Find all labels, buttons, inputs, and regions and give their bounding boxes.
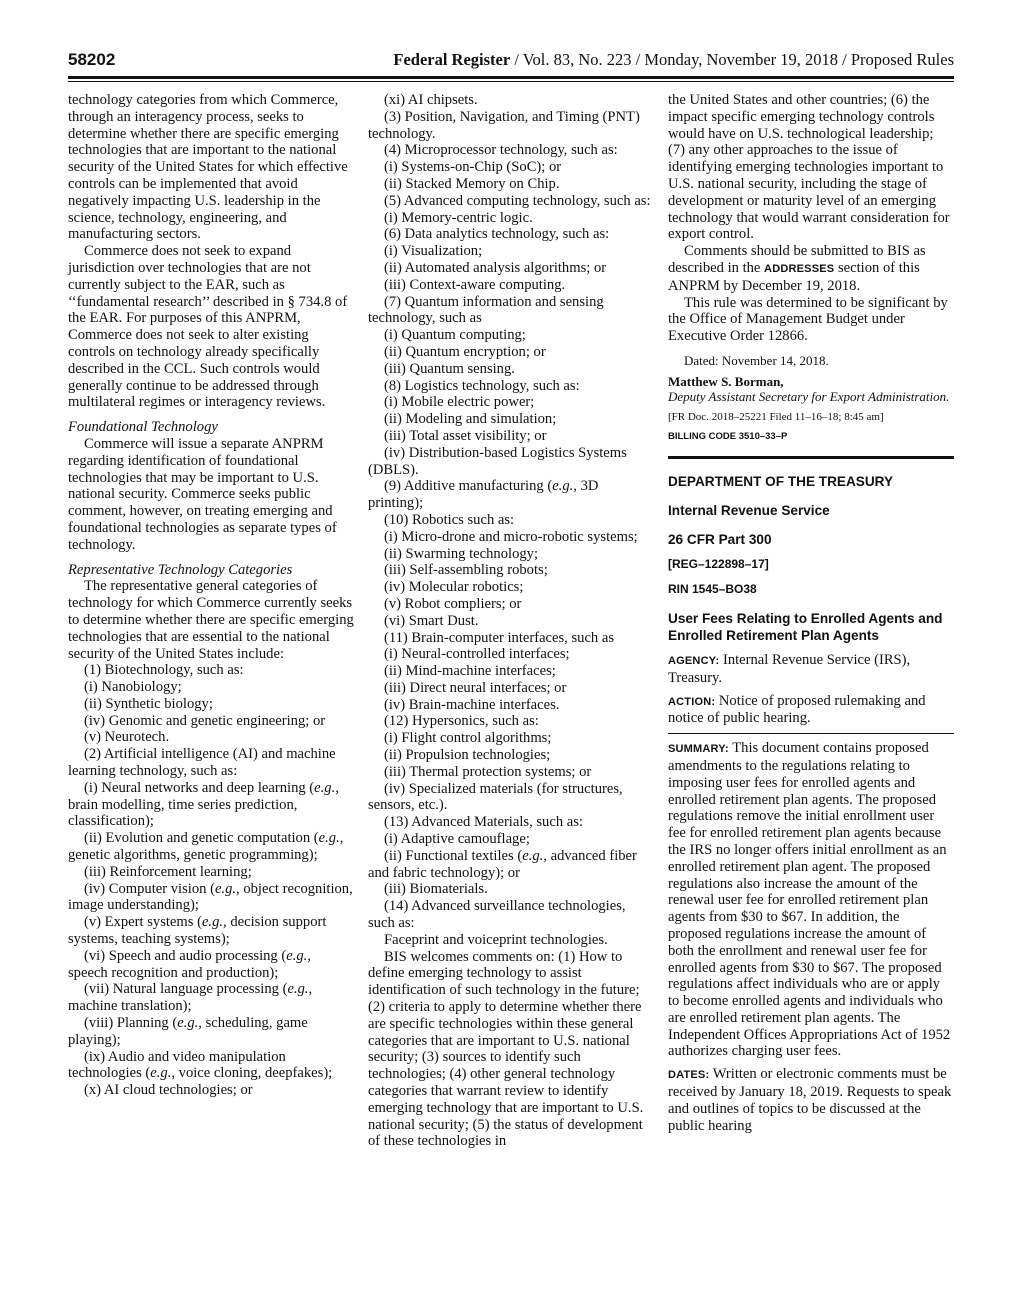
item-text: (v) Expert systems (: [84, 914, 202, 931]
list-item: (ii) Synthetic biology;: [84, 695, 213, 712]
item-text: 3D printing);: [368, 478, 599, 512]
list-item: (iii) Context-aware computing.: [384, 276, 566, 293]
addresses-label: ADDRESSES: [764, 262, 835, 275]
item-text: object recognition, image understanding);: [68, 880, 353, 914]
page-header: [68, 50, 954, 74]
list-item: (x) AI cloud technologies; or: [84, 1082, 253, 1099]
item-text: (vi) Speech and audio processing (: [84, 947, 287, 964]
paragraph-text: section of this ANPRM by December 19, 2018.: [668, 259, 920, 294]
list-item: (i) Flight control algorithms;: [384, 730, 552, 747]
item-text: (ii) Functional textiles (: [384, 847, 523, 864]
list-item: (iv) Distribution-based Logistics Systems (DBLS).: [368, 444, 627, 478]
item-text: (vii) Natural language processing (: [84, 981, 288, 998]
journal-name: Federal Register: [393, 50, 511, 69]
fr-doc-line: [FR Doc. 2018–25221 Filed 11–16–18; 8:45 am]: [668, 410, 884, 423]
paragraph: The representative general categories of technology for which Commerce currently seeks to determine whether there are specific emerging technologies that are essential to the national security of the United States include:: [68, 578, 354, 662]
list-item: (iv) Genomic and genetic engineering; or: [84, 712, 326, 729]
paragraph-text: Comments should be submitted to BIS as described in the: [668, 243, 926, 276]
page-number: 58202: [68, 50, 116, 69]
eg-abbrev: e.g.,: [286, 947, 311, 964]
list-item: (i) Visualization;: [384, 243, 483, 260]
eg-abbrev: e.g.,: [201, 914, 227, 931]
list-item: (iii) Reinforcement learning;: [84, 863, 252, 880]
list-item: (10) Robotics such as:: [384, 511, 515, 528]
list-item: [68, 1015, 354, 1049]
agency-text: Internal Revenue Service (IRS), Treasury.: [668, 651, 911, 686]
item-text: (ii) Evolution and genetic computation (: [84, 830, 319, 847]
list-item: (7) Quantum information and sensing technology, such as: [368, 293, 604, 327]
list-item: (iii) Thermal protection systems; or: [384, 763, 592, 780]
summary-label: SUMMARY:: [668, 743, 729, 756]
header-rule-thin: [68, 81, 954, 82]
dates-paragraph: [668, 1066, 954, 1134]
summary-text: This document contains proposed amendments to the regulations relating to imposing user fees for enrolled agents and enrolled retirement plan agents. The proposed regulations remove the initial enrollment user fee for enrolled retirement plan agents because the IRS no longer offers initial enrollment as an enrolled retirement plan agent. The proposed regulations also increase the amount of the renewal user fee for enrolled retirement plan agents from $30 to $67. In addition, the proposed regulations increase the amount of both the enrollment and renewal user fee for enrolled agents from $30 to $67. The proposed regulations affect individuals who are or apply to become enrolled agents and individuals who are enrolled retirement plan agents. The Independent Offices Appropriations Act of 1952 authorizes charging user fees.: [668, 740, 951, 1060]
item-text: (i) Neural networks and deep learning (: [84, 779, 315, 796]
service-name: Internal Revenue Service: [668, 502, 830, 518]
eg-abbrev: e.g.,: [150, 1065, 176, 1082]
cfr-part: 26 CFR Part 300: [668, 531, 772, 547]
list-item: (v) Neurotech.: [84, 729, 170, 746]
list-item: (i) Quantum computing;: [384, 327, 526, 344]
list-item: (iv) Molecular robotics;: [384, 579, 524, 596]
list-item: (i) Neural-controlled interfaces;: [384, 646, 570, 663]
item-text: decision support systems, teaching systems);: [68, 914, 327, 948]
list-item: (5) Advanced computing technology, such as:: [384, 192, 651, 209]
list-item: [68, 881, 354, 915]
list-item: (13) Advanced Materials, such as:: [384, 814, 583, 831]
list-item: [68, 830, 354, 864]
list-item: (ii) Propulsion technologies;: [384, 747, 551, 764]
list-item: (i) Systems-on-Chip (SoC); or: [384, 159, 562, 176]
list-item: Faceprint and voiceprint technologies.: [384, 931, 608, 948]
list-item: (iii) Biomaterials.: [384, 881, 488, 898]
dated-line: Dated: November 14, 2018.: [684, 352, 829, 368]
eg-abbrev: e.g.,: [522, 847, 547, 864]
list-item: (6) Data analytics technology, such as:: [384, 226, 610, 243]
rule-title: User Fees Relating to Enrolled Agents and Enrolled Retirement Plan Agents: [668, 610, 943, 643]
list-item: (ii) Automated analysis algorithms; or: [384, 259, 607, 276]
list-item: (ii) Swarming technology;: [384, 545, 539, 562]
list-item: (14) Advanced surveillance technologies, such as:: [368, 898, 626, 932]
list-item: (i) Nanobiology;: [84, 679, 182, 696]
item-text: (iv) Computer vision (: [84, 880, 215, 897]
action-text: Notice of proposed rulemaking and notice of public hearing.: [668, 692, 926, 727]
list-item: (i) Memory-centric logic.: [384, 209, 533, 226]
item-text: (ix) Audio and video manipulation technologies (: [68, 1048, 286, 1082]
list-item: [368, 478, 654, 512]
list-item: (11) Brain-computer interfaces, such as: [384, 629, 615, 646]
list-item: (i) Mobile electric power;: [384, 394, 535, 411]
action-label: ACTION:: [668, 695, 716, 708]
list-item: (i) Micro-drone and micro-robotic systems;: [384, 528, 638, 545]
list-item: (8) Logistics technology, such as:: [384, 377, 580, 394]
column-1: [68, 92, 354, 1099]
action-line: [668, 693, 954, 728]
department-name: DEPARTMENT OF THE TREASURY: [668, 473, 894, 489]
item-text: voice cloning, deepfakes);: [175, 1065, 333, 1082]
dates-text: Written or electronic comments must be received by January 18, 2019. Requests to speak and outlines of topics to be discussed at the public hearing: [668, 1066, 952, 1134]
list-item: (iii) Direct neural interfaces; or: [384, 679, 567, 696]
item-text: (9) Additive manufacturing (: [384, 478, 553, 495]
list-item: [68, 914, 354, 948]
citation: / Vol. 83, No. 223 / Monday, November 19, 2018 / Proposed Rules: [510, 50, 954, 69]
list-item: (v) Robot compliers; or: [384, 595, 522, 612]
dates-label: DATES:: [668, 1069, 710, 1082]
item-text: advanced fiber and fabric technology); or: [368, 847, 637, 881]
list-item: (ii) Mind-machine interfaces;: [384, 663, 556, 680]
reg-number: [REG–122898–17]: [668, 556, 769, 571]
paragraph: [668, 243, 954, 294]
list-item: [68, 981, 354, 1015]
paragraph: technology categories from which Commerce, through an interagency process, seeks to determine whether there are specific emerging technologies that are important to the national security of the United States for which effective controls can be implemented that avoid negatively impacting U.S. leadership in the science, technology, engineering, and manufacturing sectors.: [68, 92, 348, 243]
list-item: (12) Hypersonics, such as:: [384, 713, 539, 730]
item-text: genetic algorithms, genetic programming);: [68, 847, 318, 864]
list-item: (iii) Self-assembling robots;: [384, 562, 548, 579]
list-item: (vi) Smart Dust.: [384, 612, 479, 629]
eg-abbrev: e.g.,: [314, 779, 339, 796]
eg-abbrev: e.g.,: [177, 1015, 202, 1032]
eg-abbrev: e.g.,: [287, 981, 313, 998]
list-item: (iv) Specialized materials (for structures, sensors, etc.).: [368, 780, 623, 814]
paragraph: BIS welcomes comments on: (1) How to define emerging technology to assist identification of such technology in the future; (2) criteria to apply to determine whether there are specific technologies within these general categories that are important to U.S. national security; (3) sources to identify such technologies; (4) other general technology categories that warrant review to identify emerging technology that are important to U.S. national security; (5) the status of development of these technologies in: [368, 948, 644, 1150]
list-item: [68, 780, 354, 830]
item-text: scheduling, game playing);: [68, 1015, 308, 1048]
item-text: brain modelling, time series prediction, classification);: [68, 796, 298, 830]
list-item: (i) Adaptive camouflage;: [384, 831, 530, 848]
paragraph: Commerce does not seek to expand jurisdiction over technologies that are not currently subject to the EAR, such as ‘‘fundamental research’’ described in § 734.8 of the EAR. For purposes of this ANPRM, Commerce does not seek to alter existing controls on technology already specifically described in the CCL. Such controls would generally continue to be addressed through multilateral regimes or interagency reviews.: [68, 243, 348, 411]
eg-abbrev: e.g.,: [214, 880, 240, 897]
list-item: (3) Position, Navigation, and Timing (PNT) technology.: [368, 108, 640, 142]
agency-line: [668, 652, 954, 687]
column-2: [368, 92, 654, 1150]
paragraph: This rule was determined to be significant by the Office of Management Budget under Executive Order 12866.: [668, 294, 948, 345]
running-head: [393, 50, 954, 70]
list-item: (iii) Quantum sensing.: [384, 360, 515, 377]
list-item: (xi) AI chipsets.: [384, 92, 478, 108]
item-text: machine translation);: [68, 998, 192, 1015]
header-rule: [68, 76, 954, 79]
list-item: [368, 848, 654, 882]
list-item: (ii) Quantum encryption; or: [384, 343, 546, 360]
signer-name: Matthew S. Borman,: [668, 373, 784, 389]
item-text: speech recognition and production);: [68, 964, 279, 981]
summary-divider: [668, 733, 954, 734]
list-item: (ii) Modeling and simulation;: [384, 411, 557, 428]
section-divider: [668, 456, 954, 459]
section-heading: Foundational Technology: [68, 419, 218, 436]
rin-number: RIN 1545–BO38: [668, 581, 757, 596]
agency-label: AGENCY:: [668, 654, 720, 667]
item-text: (viii) Planning (: [84, 1015, 178, 1032]
list-item: (2) Artificial intelligence (AI) and machine learning technology, such as:: [68, 746, 336, 780]
eg-abbrev: e.g.,: [318, 830, 344, 847]
list-item: (4) Microprocessor technology, such as:: [384, 142, 618, 159]
signer-title: Deputy Assistant Secretary for Export Administration.: [668, 388, 950, 404]
column-3: [668, 92, 954, 1134]
list-item: [68, 948, 354, 982]
paragraph: Commerce will issue a separate ANPRM regarding identification of foundational technologies that may be important to U.S. national security. Commerce seeks public comment, however, on treating emerging and foundational technologies as separate types of technology.: [68, 435, 337, 553]
list-item: [68, 1049, 354, 1083]
paragraph: the United States and other countries; (6) the impact specific emerging technology controls would have on U.S. technological leadership; (7) any other approaches to the issue of identifying emerging technologies important to U.S. national security, including the stage of development or maturity level of an emerging technology that would warrant consideration for export control.: [668, 92, 950, 243]
summary-paragraph: [668, 740, 954, 1060]
billing-code: BILLING CODE 3510–33–P: [668, 430, 788, 442]
list-item: (ii) Stacked Memory on Chip.: [384, 175, 560, 192]
eg-abbrev: e.g.,: [552, 478, 577, 495]
list-item: (iv) Brain-machine interfaces.: [384, 696, 560, 713]
list-item: (1) Biotechnology, such as:: [84, 662, 244, 679]
section-heading: Representative Technology Categories: [68, 561, 293, 578]
list-item: (iii) Total asset visibility; or: [384, 427, 547, 444]
